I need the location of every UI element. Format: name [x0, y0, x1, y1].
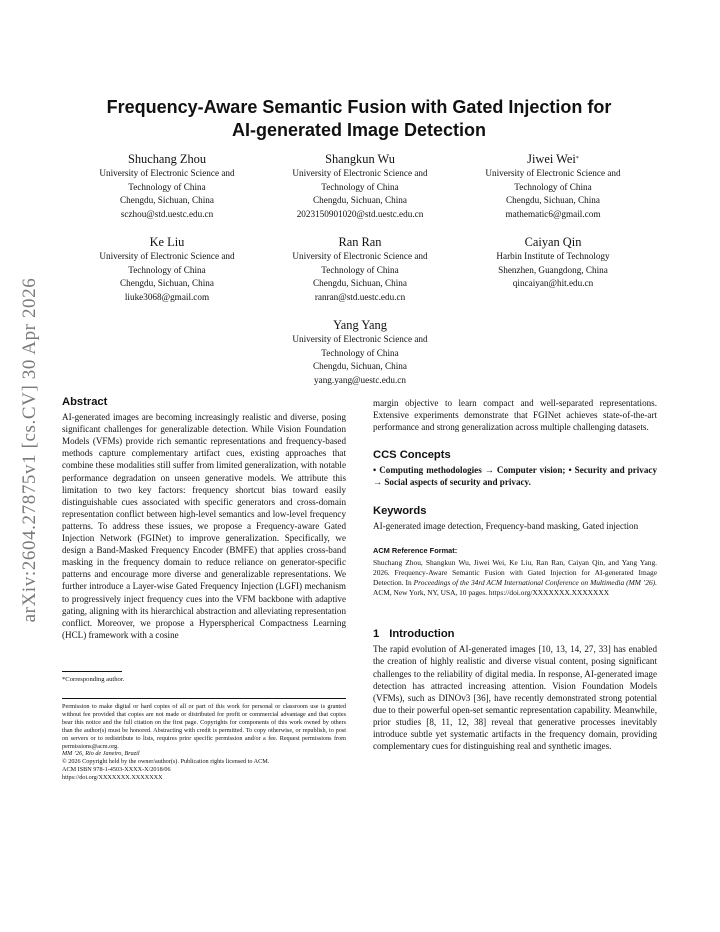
author-affiliation: Technology of China: [514, 181, 592, 192]
abstract-continued: margin objective to learn compact and well-separated representations. Extensive experiments demonstrate that FGINet achieves state-of-the-art performance and strong generalization across multiple challenging datasets.: [373, 398, 657, 433]
author-affiliation: Technology of China: [321, 347, 399, 358]
author-name: Ke Liu: [149, 235, 185, 249]
author-name: Shangkun Wu: [325, 152, 395, 166]
author-affiliation: Technology of China: [128, 264, 206, 275]
author-block: [72, 151, 262, 221]
keywords-heading: Keywords: [373, 504, 427, 517]
section-title: Introduction: [389, 628, 455, 641]
conference-info: MM ’26, Rio de Janeiro, Brazil: [62, 750, 140, 758]
author-affiliation: University of Electronic Science and: [99, 251, 235, 261]
author-name: Yang Yang: [333, 318, 387, 332]
author-affiliation: Technology of China: [321, 264, 399, 275]
author-name-line: [458, 151, 648, 167]
title-line-2: AI-generated Image Detection: [231, 120, 487, 140]
author-affiliation: University of Electronic Science and: [292, 334, 428, 344]
section-number: 1: [373, 628, 380, 641]
author-block: [265, 151, 455, 221]
abstract-text: AI-generated images are becoming increasingly realistic and diverse, posing significant challenges for generalizable detection. While Vision Foundation Models (VFMs) provide rich semantic representations and frequency-based methods capture complementary artifact cues, existing approaches that combine these modalities still suffer from limited generalization, with notable performance degradation on unseen generative models. We attribute this limitation to two key factors: frequency shortcut bias toward easily distinguishable cues associated with specific generators and cross-domain representation conflict between high-level semantics and low-level frequency patterns. To address these issues, we propose a Frequency-aware Gated Injection Network (FGINet) to improve generalization. Specifically, we design a Band-Masked Frequency Encoder (BMFE) that applies cross-band masking in the frequency domain to reduce reliance on generator-specific patterns and encourage more diverse and generalizable representations. We further introduce a Layer-wise Gated Frequency Injection (LGFI) mechanism to progressively inject frequency cues into the VFM backbone with adaptive gating, aligning with its hierarchical abstraction and alleviating representation conflict. Moreover, we propose a Hyperspherical Compactness Learning (HCL) framework with a cosine: [62, 412, 346, 640]
corresponding-footnote: *Corresponding author.: [62, 676, 125, 683]
author-location: Chengdu, Sichuan, China: [313, 195, 407, 205]
ccs-heading: CCS Concepts: [373, 449, 451, 462]
isbn-line: ACM ISBN 978-1-4503-XXXX-X/2018/06: [62, 766, 171, 774]
author-email: yang.yang@uestc.edu.cn: [314, 374, 406, 385]
author-affiliation: Shenzhen, Guangdong, China: [498, 264, 608, 275]
title-line-1: Frequency-Aware Semantic Fusion with Gated Injection for: [106, 97, 612, 117]
author-affiliation: Technology of China: [321, 181, 399, 192]
author-affiliation: University of Electronic Science and: [485, 168, 621, 178]
acm-reference-text: [373, 558, 657, 598]
reference-authors: Shuchang Zhou, Shangkun Wu, Jiwei Wei, Ke Liu, Ran Ran, Caiyan Qin, and Yang Yang. 2026. Frequency-Aware Semantic Fusion with Gated Injection for AI-generated Image Detection. In: [373, 557, 657, 588]
acm-reference: [373, 545, 657, 598]
copyright-line: © 2026 Copyright held by the owner/author(s). Publication rights licensed to ACM.: [62, 758, 270, 766]
author-email: mathematic6@gmail.com: [505, 208, 601, 219]
corresponding-mark: *: [575, 156, 579, 162]
author-affiliation: Technology of China: [128, 181, 206, 192]
author-location: Chengdu, Sichuan, China: [506, 195, 600, 205]
left-column: [62, 396, 346, 641]
right-column: [373, 397, 657, 752]
author-email: ranran@std.uestc.edu.cn: [314, 291, 406, 302]
reference-venue: Proceedings of the 34rd ACM International Conference on Multimedia (MM ’26).: [413, 578, 657, 588]
author-email: liuke3068@gmail.com: [124, 291, 210, 302]
author-name: Caiyan Qin: [524, 235, 582, 249]
author-name: Shuchang Zhou: [127, 152, 207, 166]
introduction-heading: [373, 628, 657, 640]
author-affiliation: Harbin Institute of Technology: [496, 251, 610, 261]
author-block: [458, 151, 648, 221]
author-email: 2023150901020@std.uestc.edu.cn: [296, 208, 424, 219]
author-email: sczhou@std.uestc.edu.cn: [120, 208, 214, 219]
arxiv-watermark: [8, 250, 52, 650]
author-affiliation: University of Electronic Science and: [99, 168, 235, 178]
author-block: [265, 234, 455, 304]
author-block: [265, 317, 455, 387]
author-affiliation: University of Electronic Science and: [292, 168, 428, 178]
ccs-text: • Computing methodologies → Computer vision; • Security and privacy → Social aspects of security and privacy.: [373, 465, 657, 488]
introduction-text: The rapid evolution of AI-generated images [10, 13, 14, 27, 33] has enabled the creation of highly realistic and diverse visual content, posing significant challenges to the reliability of digital media. In response, AI-generated image detection has attracted increasing attention. Vision Foundation Models (VFMs), such as DINOv3 [36], have recently demonstrated strong potential due to their powerful open-set semantic representation capability. Meanwhile, prior studies [8, 11, 12, 38] reveal that generative processes inevitably introduce subtle yet systematic artifacts in the frequency domain, providing complementary cues for distinguishing real and synthetic images.: [373, 644, 657, 752]
permission-rule: [62, 698, 346, 699]
footnote-rule: [62, 671, 122, 672]
author-location: Chengdu, Sichuan, China: [120, 278, 214, 288]
permission-text: Permission to make digital or hard copies of all or part of this work for personal or classroom use is granted without fee provided that copies are not made or distributed for profit or commercial advantage and that copies bear this notice and the full citation on the first page. Copyrights for components of this work owned by others than the author(s) must be honored. Abstracting with credit is permitted. To copy otherwise, or republish, to post on servers or to redistribute to lists, requires prior specific permission and/or a fee. Request permissions from permissions@acm.org.: [62, 703, 346, 750]
acm-reference-heading: ACM Reference Format:: [373, 545, 458, 555]
author-block: [458, 234, 648, 291]
doi-line: https://doi.org/XXXXXXX.XXXXXXX: [62, 774, 163, 782]
permission-block: [62, 703, 346, 782]
author-name: Jiwei Wei: [527, 152, 576, 166]
author-name: Ran Ran: [338, 235, 382, 249]
author-location: Chengdu, Sichuan, China: [313, 361, 407, 371]
arxiv-id: arXiv:2604.27875v1 [cs.CV] 30 Apr 2026: [19, 277, 40, 623]
author-email: qincaiyan@hit.edu.cn: [512, 278, 594, 288]
paper-title: [62, 96, 656, 142]
abstract-heading: Abstract: [62, 396, 108, 408]
author-block: [72, 234, 262, 304]
author-affiliation: University of Electronic Science and: [292, 251, 428, 261]
reference-doi: ACM, New York, NY, USA, 10 pages. https://doi.org/XXXXXXX.XXXXXXX: [373, 588, 610, 598]
keywords-text: AI-generated image detection, Frequency-band masking, Gated injection: [373, 520, 639, 531]
author-location: Chengdu, Sichuan, China: [120, 195, 214, 205]
author-location: Chengdu, Sichuan, China: [313, 278, 407, 288]
